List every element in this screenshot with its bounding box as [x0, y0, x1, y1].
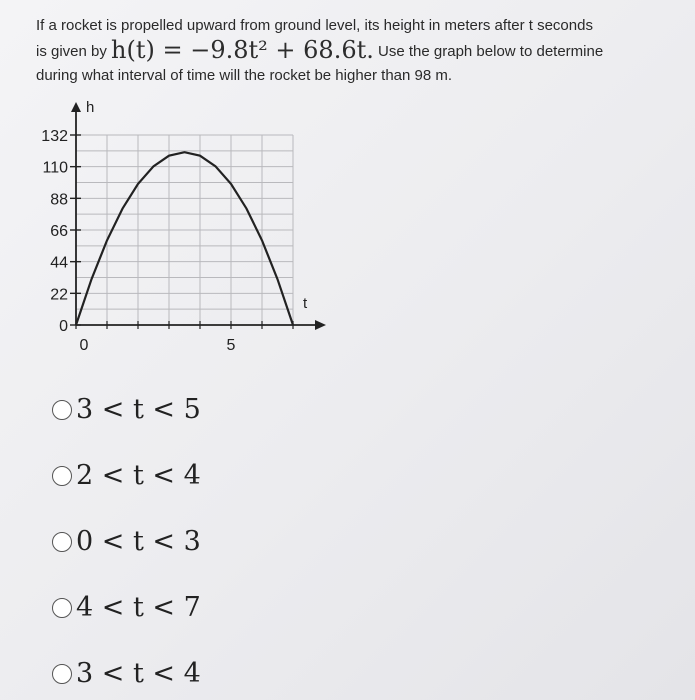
question-line-3: during what interval of time will the rocket be higher than 98 m.: [36, 67, 453, 84]
height-formula: h(t) = −9.8t² + 68.6t.: [111, 36, 374, 64]
axes: [70, 102, 326, 330]
question-line-2-end: Use the graph below to determine: [373, 43, 604, 60]
x-tick-label: 5: [226, 337, 236, 354]
y-axis-arrow: [71, 102, 81, 112]
answer-option-label: 3 < t < 4: [76, 658, 201, 689]
answer-option[interactable]: [52, 394, 201, 425]
answer-option[interactable]: [52, 460, 201, 491]
y-tick-labels: [41, 128, 68, 335]
question-line-2-start: is given by: [36, 43, 112, 60]
answer-option[interactable]: [52, 526, 201, 557]
radio-button[interactable]: [52, 466, 72, 486]
x-axis-arrow: [315, 320, 326, 330]
y-tick-label: 88: [50, 191, 68, 209]
answer-option-label: 0 < t < 3: [76, 526, 201, 557]
question-line-1: If a rocket is propelled upward from ground level, its height in meters after t seconds: [36, 17, 593, 34]
radio-button[interactable]: [52, 400, 72, 420]
height-curve: [76, 152, 293, 325]
question-text: [36, 14, 695, 88]
y-tick-label: 22: [50, 286, 68, 304]
height-graph: [30, 96, 340, 366]
y-tick-label: 66: [50, 223, 68, 240]
answer-option-label: 3 < t < 5: [76, 394, 201, 425]
x-tick-label: 0: [79, 337, 89, 354]
x-axis-label: t: [303, 295, 308, 312]
grid-lines: [76, 135, 293, 325]
answer-option[interactable]: [52, 658, 201, 689]
radio-button[interactable]: [52, 532, 72, 552]
answer-option[interactable]: [52, 592, 201, 623]
x-tick-labels: [80, 337, 236, 354]
radio-button[interactable]: [52, 664, 72, 684]
y-tick-label: 0: [59, 318, 68, 335]
y-axis-label: h: [86, 99, 95, 116]
answer-option-label: 2 < t < 4: [76, 460, 201, 491]
y-tick-label: 110: [42, 159, 68, 177]
y-tick-label: 44: [50, 254, 68, 272]
y-tick-label: 132: [41, 128, 68, 145]
radio-button[interactable]: [52, 598, 72, 618]
question-line-2: [36, 38, 695, 64]
answer-option-label: 4 < t < 7: [76, 592, 201, 623]
